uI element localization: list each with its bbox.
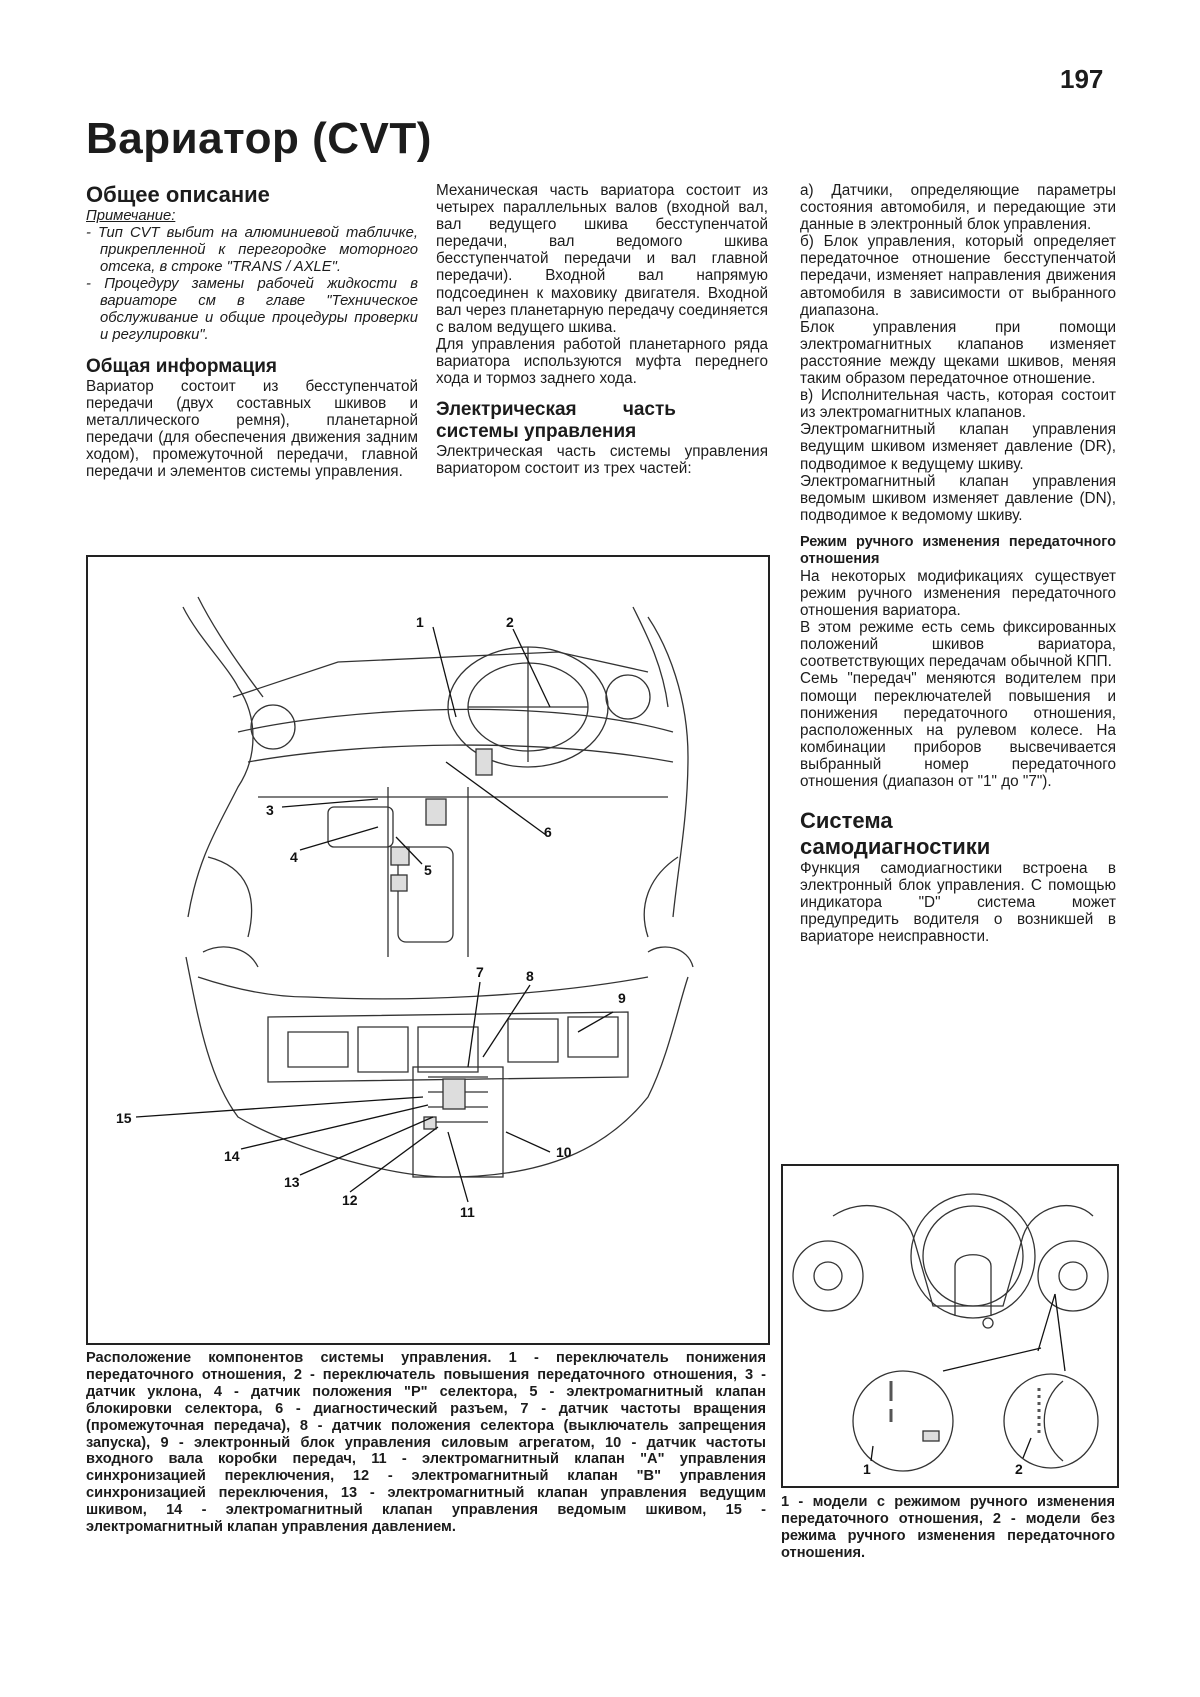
paragraph-electric: Электрическая часть системы управления вариатором состоит из трех частей:: [436, 443, 768, 478]
note-item: - Процедуру замены рабочей жидкости в вариаторе см в главе "Техническое обслуживание и общие процедуры проверки и регулировки".: [86, 276, 418, 343]
paragraph: б) Блок управления, который определяет передаточное отношение бесступенчатой передачи, изменяет направления движения автомобиля в зависимости от выбранного диапазона.: [800, 233, 1116, 319]
callout-label: 6: [544, 824, 552, 840]
gauge-figure-caption: 1 - модели с режимом ручного изменения передаточного отношения, 2 - модели без режима ручного изменения передаточного отношения.: [781, 1494, 1115, 1561]
callout-label: 9: [618, 990, 626, 1006]
paragraph-planetary: Для управления работой планетарного ряда вариатора используются муфта переднего хода и тормоз заднего хода.: [436, 335, 768, 388]
callout-label: 1: [416, 614, 424, 630]
chapter-title: Вариатор (CVT): [86, 114, 432, 163]
components-drawing: [88, 557, 768, 1343]
figure-caption: Расположение компонентов системы управления. 1 - переключатель понижения передаточного отношения, 2 - переключатель повышения передаточного отношения, 3 - датчик уклона, 4 - датчик положения "P" селектора, 5 - электромагнитный клапан блокировки селектора, 6 - диагностический разъем, 7 - датчик частоты вращения (промежуточная передача), 8 - датчик положения селектора (выключатель запрещения запуска), 9 - электронный блок управления силовым агрегатом, 10 - датчик частоты входного вала коробки передач, 11 - электромагнитный клапан "A" управления синхронизацией переключения, 12 - электромагнитный клапан "B" управления синхронизацией переключения, 13 - электромагнитный клапан управления ведущим шкивом, 14 - электромагнитный клапан управления ведомым шкивом, 15 - электромагнитный клапан управления давлением.: [86, 1350, 766, 1536]
paragraph: Семь "передач" меняются водителем при помощи переключателей повышения и понижения передаточного отношения, расположенных на рулевом колесе. На комбинации приборов высвечивается выбранный номер передаточного отношения (диапазон от "1" до "7").: [800, 670, 1116, 790]
paragraph: В этом режиме есть семь фиксированных положений шкивов вариатора, соответствующих передачам обычной КПП.: [800, 619, 1116, 671]
heading-general-description: Общее описание: [86, 182, 270, 207]
callout-label: 8: [526, 968, 534, 984]
column-2: [436, 182, 768, 477]
instrument-cluster-drawing: [783, 1166, 1117, 1486]
gauge-callout-label: 1: [863, 1461, 871, 1477]
column-1: [86, 182, 418, 481]
callout-label: 14: [224, 1148, 240, 1164]
callout-label: 10: [556, 1144, 572, 1160]
dashboard-drawing: [183, 597, 693, 967]
heading-manual-mode: Режим ручного изменения передаточного отношения: [800, 533, 1116, 567]
figure-components-layout: [86, 555, 770, 1345]
paragraph-mechanical: Механическая часть вариатора состоит из четырех параллельных валов (входной вал, вал ведущего шкива бесступенчатой передачи, вал ведомого шкива бесступенчатой передачи и вал главной передачи). Входной вал напрямую подсоединен к маховику двигателя. Входной вал через планетарную передачу соединяется с валом ведущего шкива.: [436, 182, 768, 336]
callout-label: 3: [266, 802, 274, 818]
callout-label: 13: [284, 1174, 300, 1190]
paragraph: Электромагнитный клапан управления ведущим шкивом изменяет давление (DR), подводимое к ведущему шкиву.: [800, 421, 1116, 473]
paragraph: в) Исполнительная часть, которая состоит из электромагнитных клапанов.: [800, 387, 1116, 422]
note-item: - Тип CVT выбит на алюминиевой табличке, прикрепленной к перегородке моторного отсека, в строке "TRANS / AXLE".: [86, 225, 418, 275]
paragraph: Блок управления при помощи электромагнитных клапанов изменяет расстояние между щеками шкивов, меняя таким образом передаточное отношение.: [800, 318, 1116, 388]
note-label: Примечание:: [86, 208, 176, 224]
paragraph: На некоторых модификациях существует режим ручного изменения передаточного отношения вариатора.: [800, 567, 1116, 620]
paragraph-diagnostics: Функция самодиагностики встроена в электронный блок управления. С помощью индикатора "D" система может предупредить водителя о возникшей в вариаторе неисправности.: [800, 860, 1116, 946]
callout-label: 4: [290, 849, 298, 865]
info-paragraph: Вариатор состоит из бесступенчатой передачи (двух составных шкивов и металлического ремня), планетарной передачи (для обеспечения движения задним ходом), промежуточной передачи, главной передачи и элементов системы управления.: [86, 378, 418, 481]
callout-label: 7: [476, 964, 484, 980]
figure-instrument-cluster: [781, 1164, 1119, 1488]
note-block: [86, 208, 418, 344]
paragraph: а) Датчики, определяющие параметры состояния автомобиля, и передающие эти данные в электронный блок управления.: [800, 182, 1116, 234]
heading-self-diagnostics: Система самодиагностики: [800, 808, 991, 860]
heading-general-info: Общая информация: [86, 356, 278, 377]
gauge-callout-label: 2: [1015, 1461, 1023, 1477]
column-3: [800, 182, 1116, 946]
callout-label: 2: [506, 614, 514, 630]
page-number: 197: [1060, 64, 1104, 94]
callout-label: 12: [342, 1192, 358, 1208]
callout-label: 11: [460, 1204, 475, 1220]
heading-electric-part: Электрическая часть системы управления: [436, 399, 676, 443]
paragraph: Электромагнитный клапан управления ведомым шкивом изменяет давление (DN), подводимое к ведомому шкиву.: [800, 472, 1116, 524]
callout-label: 5: [424, 862, 432, 878]
callout-label: 15: [116, 1110, 132, 1126]
